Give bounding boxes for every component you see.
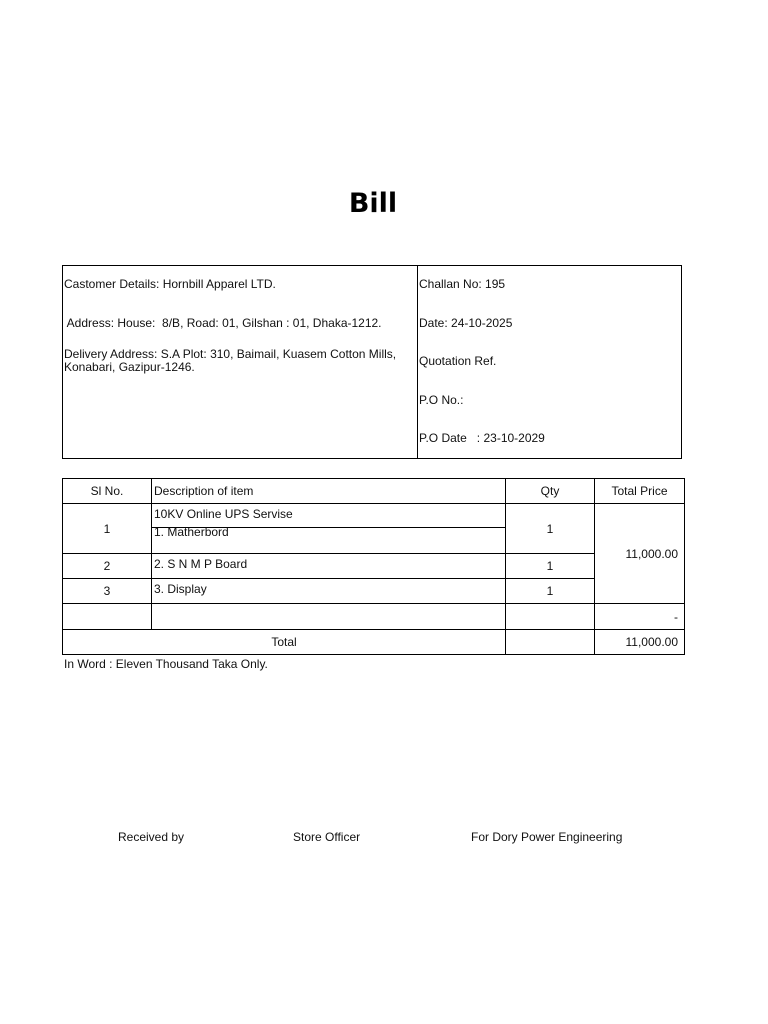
header-total-price: Total Price: [595, 479, 685, 504]
blank-cell: [152, 604, 506, 630]
blank-row: [63, 604, 685, 630]
row-qty: 1: [506, 554, 595, 579]
row-sl: 3: [63, 579, 152, 604]
challan-no: Challan No: 195: [419, 277, 506, 291]
customer-details: Castomer Details: Hornbill Apparel LTD.: [64, 277, 276, 291]
blank-cell: [63, 604, 152, 630]
total-row: [63, 630, 685, 655]
total-label: Total: [63, 630, 506, 655]
quotation-ref: Quotation Ref.: [419, 354, 497, 368]
merged-total-price: 11,000.00: [595, 504, 685, 604]
po-no: P.O No.:: [419, 393, 464, 407]
document-title: Bill: [348, 188, 398, 219]
bill-date: Date: 24-10-2025: [419, 316, 513, 330]
row-sl: 1: [63, 504, 152, 554]
row-sl: 2: [63, 554, 152, 579]
amount-in-words: In Word : Eleven Thousand Taka Only.: [64, 657, 268, 671]
delivery-address: Delivery Address: S.A Plot: 310, Baimail, Kuasem Cotton Mills, Konabari, Gazipur-1246.: [64, 347, 397, 374]
company-signature-label: For Dory Power Engineering: [471, 830, 623, 844]
blank-cell: [506, 604, 595, 630]
info-box: [62, 265, 682, 459]
items-table: [62, 478, 685, 655]
row-description: 3. Display: [152, 579, 506, 604]
blank-row-price: -: [595, 604, 685, 630]
header-description: Description of item: [152, 479, 506, 504]
table-row: [63, 554, 685, 579]
blank-cell: [506, 630, 595, 655]
row-qty: 1: [506, 579, 595, 604]
info-divider: [417, 266, 418, 458]
item-description: 1. Matherbord: [152, 527, 505, 553]
table-header-row: [63, 479, 685, 504]
store-officer-label: Store Officer: [293, 830, 361, 844]
total-value: 11,000.00: [595, 630, 685, 655]
row-description: 2. S N M P Board: [152, 554, 506, 579]
row-qty: 1: [506, 504, 595, 554]
header-qty: Qty: [506, 479, 595, 504]
customer-address: Address: House: 8/B, Road: 01, Gilshan : 01, Dhaka-1212.: [64, 316, 382, 330]
header-sl-no: Sl No.: [63, 479, 152, 504]
po-date: P.O Date : 23-10-2029: [419, 431, 545, 445]
row-description: [152, 504, 506, 554]
table-row: [63, 504, 685, 554]
item-group-title: 10KV Online UPS Servise: [154, 507, 293, 521]
table-row: [63, 579, 685, 604]
received-by-label: Received by: [118, 830, 185, 844]
